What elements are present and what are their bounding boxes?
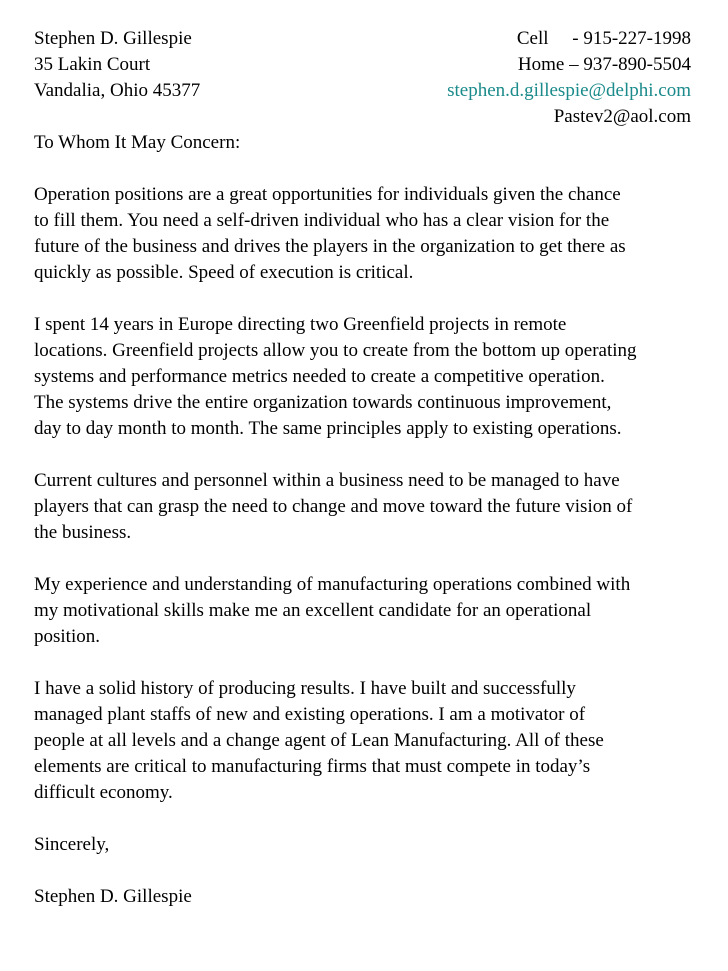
spacer — [34, 442, 720, 468]
closing: Sincerely, — [34, 834, 110, 855]
paragraph-line: difficult economy. — [34, 782, 173, 803]
paragraph-3 — [34, 468, 720, 546]
paragraph-line: people at all levels and a change agent of Lean Manufacturing. All of these — [34, 730, 604, 751]
spacer — [34, 806, 720, 832]
paragraph-line: elements are critical to manufacturing firms that must compete in today’s — [34, 756, 591, 777]
paragraph-4 — [34, 572, 720, 650]
paragraph-line: my motivational skills make me an excellent candidate for an operational — [34, 600, 592, 621]
email-secondary: Pastev2@aol.com — [553, 106, 691, 127]
sender-city: Vandalia, Ohio 45377 — [34, 80, 201, 101]
email-primary-link[interactable]: stephen.d.gillespie@delphi.com — [447, 80, 691, 101]
paragraph-line: future of the business and drives the players in the organization to get there as — [34, 236, 626, 257]
spacer — [34, 286, 720, 312]
paragraph-line: The systems drive the entire organization towards continuous improvement, — [34, 392, 612, 413]
paragraph-1 — [34, 182, 720, 286]
paragraph-line: position. — [34, 626, 100, 647]
spacer — [34, 546, 720, 572]
sender-name: Stephen D. Gillespie — [34, 28, 192, 49]
paragraph-line: My experience and understanding of manufacturing operations combined with — [34, 574, 631, 595]
paragraph-line: day to day month to month. The same principles apply to existing operations. — [34, 418, 622, 439]
signature-name: Stephen D. Gillespie — [34, 886, 192, 907]
paragraph-line: locations. Greenfield projects allow you to create from the bottom up operating — [34, 340, 637, 361]
paragraph-line: systems and performance metrics needed to create a competitive operation. — [34, 366, 605, 387]
paragraph-line: I spent 14 years in Europe directing two Greenfield projects in remote — [34, 314, 567, 335]
paragraph-line: to fill them. You need a self-driven individual who has a clear vision for the — [34, 210, 610, 231]
paragraph-line: Current cultures and personnel within a business need to be managed to have — [34, 470, 620, 491]
salutation: To Whom It May Concern: — [34, 132, 241, 153]
paragraph-line: managed plant staffs of new and existing operations. I am a motivator of — [34, 704, 586, 725]
paragraph-line: Operation positions are a great opportunities for individuals given the chance — [34, 184, 621, 205]
sender-street: 35 Lakin Court — [34, 54, 151, 75]
spacer — [34, 156, 720, 182]
cover-letter — [34, 26, 720, 910]
paragraph-5 — [34, 676, 720, 806]
spacer — [34, 858, 720, 884]
paragraph-line: the business. — [34, 522, 132, 543]
cell-phone: Cell - 915-227-1998 — [516, 28, 691, 49]
paragraph-line: players that can grasp the need to change and move toward the future vision of — [34, 496, 633, 517]
paragraph-line: quickly as possible. Speed of execution is critical. — [34, 262, 414, 283]
home-phone: Home – 937-890-5504 — [517, 54, 691, 75]
letter-header — [34, 26, 720, 130]
paragraph-line: I have a solid history of producing results. I have built and successfully — [34, 678, 576, 699]
spacer — [34, 650, 720, 676]
paragraph-2 — [34, 312, 720, 442]
